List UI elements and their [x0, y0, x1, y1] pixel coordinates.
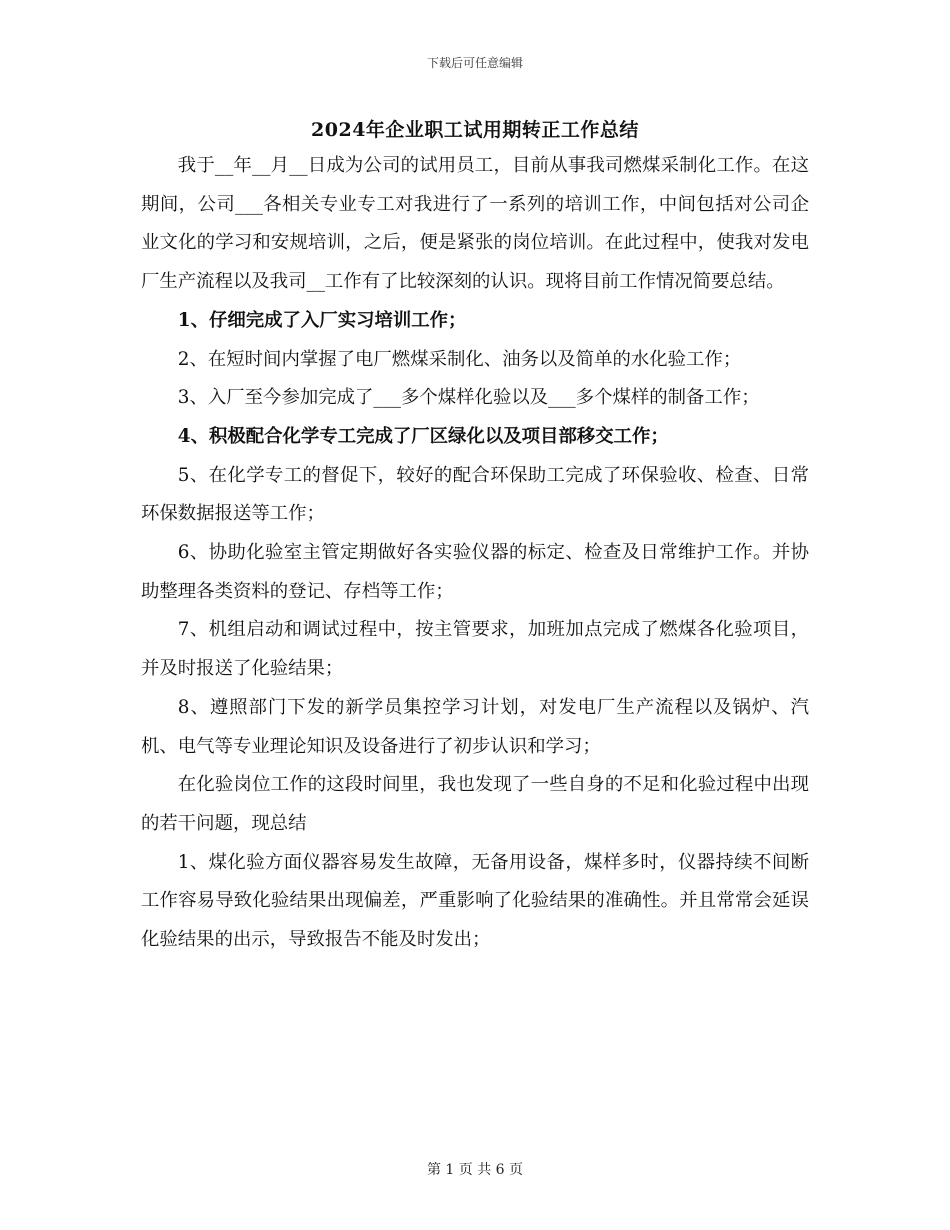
page-header: 下载后可任意编辑 [426, 56, 523, 70]
paragraph-item-6: 6、协助化验室主管定期做好各实验仪器的标定、检查及日常维护工作。并协助整理各类资料的登记、存档等工作； [141, 542, 809, 602]
document-title: 2024年企业职工试用期转正工作总结 [311, 119, 639, 141]
paragraph-intro: 我于__年__月__日成为公司的试用员工，目前从事我司燃煤采制化工作。在这期间，公司___各相关专业专工对我进行了一系列的培训工作，中间包括对公司企业文化的学习和安规培训，之后，便是紧张的岗位培训。在此过程中，使我对发电厂生产流程以及我司__工作有了比较深刻的认识。现将目前工作情况简要总结。 [141, 155, 809, 293]
paragraph-item-3: 3、入厂至今参加完成了___多个煤样化验以及___多个煤样的制备工作； [177, 387, 760, 409]
paragraph-problem-1: 1、煤化验方面仪器容易发生故障，无备用设备，煤样多时，仪器持续不间断工作容易导致化验结果出现偏差，严重影响了化验结果的准确性。并且常常会延误化验结果的出示，导致报告不能及时发出； [141, 851, 809, 951]
paragraph-item-8: 8、遵照部门下发的新学员集控学习计划，对发电厂生产流程以及锅炉、汽机、电气等专业理论知识及设备进行了初步认识和学习； [141, 696, 809, 757]
paragraph-item-5: 5、在化学专工的督促下，较好的配合环保助工完成了环保验收、检查、日常环保数据报送等工作； [141, 464, 809, 525]
paragraph-problems-intro: 在化验岗位工作的这段时间里，我也发现了一些自身的不足和化验过程中出现的若干问题，现总结 [141, 774, 809, 834]
document-body [141, 147, 809, 960]
paragraph-item-1: 1、仔细完成了入厂实习培训工作； [177, 309, 467, 331]
paragraph-item-7: 7、机组启动和调试过程中，按主管要求，加班加点完成了燃煤各化验项目，并及时报送了化验结果； [141, 619, 809, 680]
paragraph-item-2: 2、在短时间内掌握了电厂燃煤采制化、油务以及简单的水化验工作； [177, 348, 742, 370]
page-number: 第 1 页 共 6 页 [426, 1162, 524, 1178]
paragraph-item-4: 4、积极配合化学专工完成了厂区绿化以及项目部移交工作； [177, 425, 669, 447]
